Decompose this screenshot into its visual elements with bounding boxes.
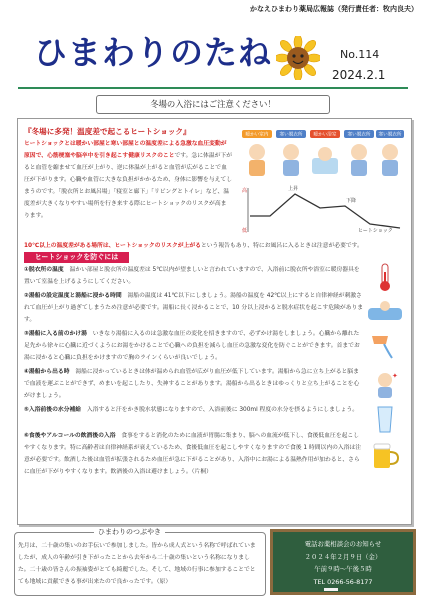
beer-mug-icon — [366, 440, 404, 470]
tip-item — [24, 264, 364, 288]
dizzy-person-icon — [366, 370, 404, 400]
tip-head: ②湯船の設定温度と湯船に浸かる時間 — [24, 293, 122, 299]
warning-body: という報告もあり、特にお風呂に入るときは注意が必要です。 — [200, 243, 363, 249]
heat-shock-illustration — [240, 128, 405, 236]
graph-label-high: 高 — [242, 188, 248, 194]
newsletter-title: ひまわりのたね — [34, 33, 272, 72]
graph-label-heat-shock: ヒートショック — [358, 228, 393, 234]
column-text: 先月は、二十歳の集いのお手伝いで参加しました。皆から成人式という名称で呼ばれていましたが、成人の年齢が引き下がったことから去年から二十歳の集いという名称になりました。二十歳の皆さんの振袖姿がとても綺麗でした。そして、地域の行事に参加することでとても地域に貢献できる事が出来たので良かったです。（原） — [18, 543, 256, 585]
board-line: TEL 0266-56-8177 — [313, 577, 373, 586]
bathtub-icon — [366, 296, 404, 326]
intro-body: です。急に体温が下がると血管を縮ませて血圧が上がり、逆に体温が上がると血管が広がることで血圧が下がります。心臓や血管に大きな負担がかかるため、身体に影響を与えてしまうのです。「脱衣所とお風呂場」「寝室と廊下」「リビングとトイレ」など、温度差が大きくなりやすい場所を行き来する際にヒートショックのリスクが高まります。 — [24, 153, 233, 219]
water-glass-icon — [366, 404, 404, 434]
intro-highlight: ヒートショックとは暖かい部屋と寒い部屋との温度差による急激な血圧変動が原因で、心筋梗塞や脳卒中を引き起こす健康リスクのこと — [24, 141, 227, 159]
tip-item — [24, 328, 364, 364]
tip-head: ⑤入浴前後の水分補給 — [24, 407, 82, 413]
consultation-board — [270, 529, 416, 595]
article-title: 『冬場に多発！温度差で起こるヒートショック』 — [24, 127, 191, 136]
chalk-piece — [324, 588, 338, 591]
board-line: ２０２４年２月９日（金） — [304, 552, 382, 561]
tip-head: ③湯船に入る前のかけ湯 — [24, 331, 87, 337]
tip-head: ④湯船から出る時 — [24, 369, 70, 375]
tip-head: ①脱衣所の温度 — [24, 267, 64, 273]
issue-number: No.114 — [340, 48, 380, 61]
tip-text: いきなり湯船に入るのは急激な血圧の変化を招きますので、必ずかけ湯をしましょう。心臓から離れた足先から徐々に心臓に近づくようにお湯をかけることで心臓への負担を減らし血圧の急激な変化を防ぐことができます。首までお湯に浸かると心臓に負担をかけますので胸のラインくらいが良いでしょう。 — [24, 331, 360, 361]
svg-text:✦: ✦ — [392, 372, 398, 380]
tip-head: ⑥食後やアルコールの飲酒後の入浴 — [24, 433, 116, 439]
illus-label-warm-bath: 暖かい浴室 — [313, 132, 337, 138]
tip-text: 入浴すると汗をかき脱水状態になりますので、入浴前後に 300ml 程度の水分を摂るようにしましょう。 — [86, 407, 359, 413]
warning-line — [24, 240, 408, 249]
illus-label-warm-room: 暖かい室内 — [245, 132, 269, 138]
illus-label-cold-room-3: 寒い脱衣所 — [378, 132, 402, 138]
warning-highlight: 10℃以上の温度差がある場所は、ヒートショックのリスクが上がる — [24, 243, 201, 249]
board-line: 午前９時～午後５時 — [314, 565, 372, 573]
article-intro — [24, 138, 232, 222]
sunflower-icon — [276, 36, 320, 80]
column-title: ひまわりのつぶやき — [94, 527, 165, 537]
tip-item — [24, 366, 364, 402]
bath-notice: 冬場の入浴にはご注意ください！ — [96, 95, 330, 114]
illus-label-cold-room-2: 寒い脱衣所 — [347, 132, 371, 138]
tips-banner: ヒートショックを防ぐには — [24, 252, 129, 263]
tip-text: 食事をすると消化のために血液が胃腸に集まり、脳への血流が低下し、食後低血圧を起こしやすくなります。特に高齢者は自律神経系が衰えているため、食後低血圧を起こしやすくなりますので食後 1 時間以内の入浴は注意が必要です。飲酒した後は血管が拡張されるため血圧が急に下がることがあり、入浴中にお湯による温熱作用が加わると、さらに血圧が下がりやすくなります。飲酒後の入浴は避けましょう。（片桐） — [24, 433, 362, 475]
tip-item — [24, 290, 364, 326]
graph-label-fall: 下降 — [346, 198, 357, 204]
board-line: 電話お薬相談会のお知らせ — [304, 540, 382, 548]
tip-item — [24, 404, 364, 416]
illus-label-cold-room-1: 寒い脱衣所 — [279, 132, 303, 138]
tip-item — [24, 430, 364, 478]
tip-text: 湯船に浸かっているときは体が温められ血管が広がり血圧が低下しています。湯船から急に立ち上がると脳まで血液を運ぶことができず、めまいを起こしたり、失神することがあります。湯船から出るときはゆっくりと立ち上がることを心がけましょう。 — [24, 369, 360, 399]
tip-text: 湯船の温度は 41℃以下にしましょう。湯船の温度を 42℃以上にすると自律神経が刺激されて血圧が上がり過ぎてしまうため注意が必要です。湯船に長く浸かることで、10 分以上浸かると脱水症状を起こす危険があります。 — [24, 293, 364, 323]
pouring-water-icon — [366, 332, 404, 362]
graph-label-rise: 上昇 — [288, 186, 299, 192]
header-divider — [18, 87, 408, 89]
publisher-line: かなえひまわり薬局広報誌（発行責任者：牧内良夫） — [250, 5, 418, 13]
issue-date: 2024.2.1 — [332, 68, 386, 82]
tip-text: 温かい部屋と脱衣所の温度差は 5℃以内が望ましいと言われていますので、入浴前に脱衣所や浴室に暖房器具を置いて室温を上げるようにしてください。 — [24, 267, 360, 285]
thermometer-icon — [366, 262, 404, 292]
graph-label-low: 低 — [242, 228, 248, 234]
